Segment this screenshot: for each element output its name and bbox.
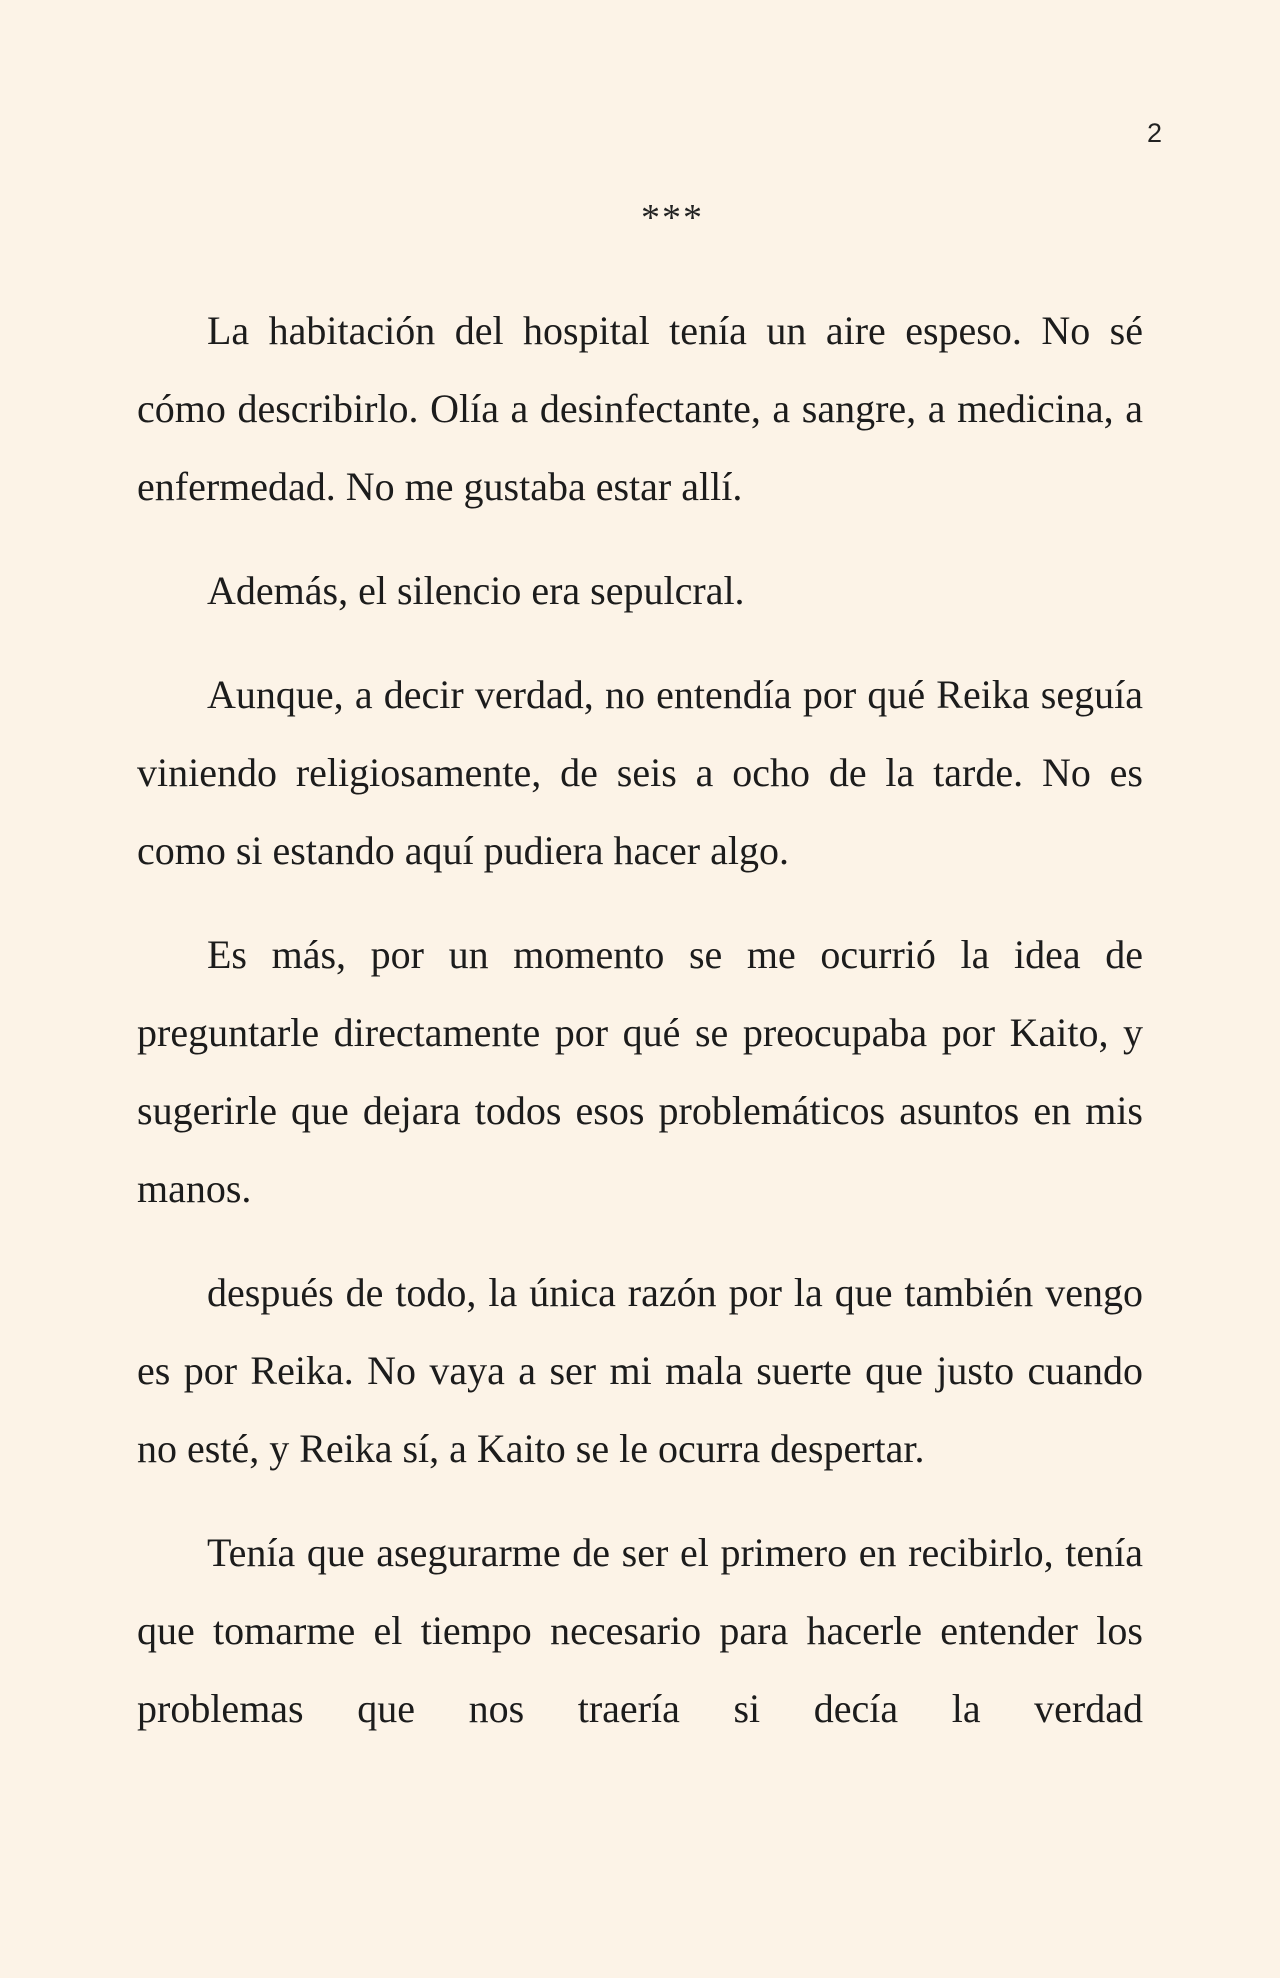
paragraph: Tenía que asegurarme de ser el primero en recibirlo, tenía que tomarme el tiempo necesario para hacerle entender los problemas que nos traería si decía la verdad xyxy=(137,1530,1143,1731)
paragraph: después de todo, la única razón por la que también vengo es por Reika. No vaya a ser mi mala suerte que justo cuando no esté, y Reika sí, a Kaito se le ocurra despertar. xyxy=(137,1270,1143,1471)
paragraph: Es más, por un momento se me ocurrió la idea de preguntarle directamente por qué se preocupaba por Kaito, y sugerirle que dejara todos esos problemáticos asuntos en mis manos. xyxy=(137,932,1143,1211)
paragraph: Además, el silencio era sepulcral. xyxy=(207,568,745,613)
paragraph: Aunque, a decir verdad, no entendía por qué Reika seguía viniendo religiosamente, de seis a ocho de la tarde. No es como si estando aquí pudiera hacer algo. xyxy=(137,672,1143,873)
body-text xyxy=(137,292,1143,1774)
scene-break-asterisks: *** xyxy=(641,197,704,239)
paragraph: La habitación del hospital tenía un aire espeso. No sé cómo describirlo. Olía a desinfectante, a sangre, a medicina, a enfermedad. No me gustaba estar allí. xyxy=(137,308,1143,509)
page-number: 2 xyxy=(1146,118,1162,148)
